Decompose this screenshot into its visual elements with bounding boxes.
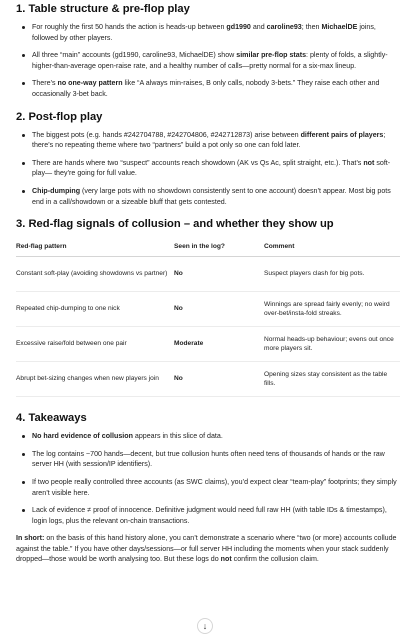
- table-row: [16, 292, 400, 327]
- post-flop-list: [16, 130, 398, 208]
- list-item: [32, 477, 398, 498]
- list-item: [32, 158, 398, 179]
- cell-text: Excessive raise/fold between one pair: [16, 340, 127, 348]
- table-cell: [16, 362, 174, 397]
- table-cell: Moderate: [174, 327, 264, 362]
- list-item: [32, 22, 398, 43]
- list-item: [32, 50, 398, 71]
- text: joins, followed by other players.: [32, 23, 376, 42]
- cell-text: Abrupt bet-sizing changes when new players join: [16, 375, 159, 383]
- table-cell: Winnings are spread fairly evenly; no weird over-bet/insta-fold streaks.: [264, 292, 400, 327]
- text: on the basis of this hand history alone, you can’t demonstrate a scenario where “two (or more) accounts collude against the table.” If you have other days/sessions—or full server HH including the moments when your stack suddenly dropped—those would be worth analysing too. But these logs do: [16, 534, 397, 564]
- strong-text: similar pre-flop stats: [236, 51, 307, 60]
- section-title-red-flags: 3. Red-flag signals of collusion – and whether they show up: [16, 218, 334, 231]
- text: ; then: [301, 23, 322, 31]
- strong-text: no one-way pattern: [57, 79, 123, 88]
- takeaways-list: [16, 431, 398, 526]
- list-item: [32, 186, 398, 207]
- text: The biggest pots (e.g. hands #242704788, #242704806, #242712873) arise between: [32, 130, 301, 139]
- table-header-row: [16, 239, 400, 257]
- cell-text: Repeated chip-dumping to one nick: [16, 305, 120, 313]
- text: soft-play— they’re going for full value.: [32, 158, 391, 178]
- table-cell: Suspect players clash for big pots.: [264, 257, 400, 292]
- table-cell: Normal heads-up behaviour; evens out once more players sit.: [264, 327, 400, 362]
- text: ; there’s no repeating theme where two “partners” build a pot only so one can fold later.: [32, 130, 386, 150]
- red-flag-table: [16, 239, 400, 397]
- table-row: [16, 362, 400, 397]
- text: confirm the collusion claim.: [231, 555, 319, 564]
- strong-text: not: [363, 158, 375, 167]
- list-item: [32, 431, 398, 442]
- text: : plenty of folds, a slightly-higher-than-average open-raise rate, and a healthy number of calls—pretty normal for a six-max lineup.: [32, 51, 388, 70]
- list-item: [32, 505, 398, 526]
- username-gd1990: gd1990: [226, 23, 251, 31]
- table-cell: [16, 292, 174, 327]
- cell-text: Constant soft-play (avoiding showdowns vs partner): [16, 270, 168, 278]
- strong-text: No hard evidence of collusion: [32, 432, 133, 441]
- table-cell: [16, 257, 174, 292]
- text: There are hands where two “suspect” accounts reach showdown (AK vs Qs Ac, split straight, etc.). That’s: [32, 158, 364, 167]
- table-cell: Opening sizes stay consistent as the table fills.: [264, 362, 400, 397]
- table-cell: [16, 327, 174, 362]
- text: There’s: [32, 79, 58, 88]
- strong-text: In short:: [16, 534, 45, 543]
- column-header: Seen in the log?: [174, 239, 264, 257]
- column-header: Comment: [264, 239, 400, 257]
- arrow-down-icon: ↓: [202, 620, 208, 631]
- table-row: [16, 327, 400, 362]
- scroll-to-bottom-button[interactable]: [197, 618, 213, 634]
- strong-text: not: [220, 555, 232, 564]
- text: If two people really controlled three accounts (as SWC claims), you’d expect clear “team-play” footprints; they simply aren’t visible here.: [32, 477, 397, 497]
- strong-text: different pairs of players: [300, 130, 384, 139]
- section-title-post-flop: 2. Post-flop play: [16, 110, 103, 123]
- text: (very large pots with no showdown consistently sent to one account) doesn’t appear. Most big pots end in a call/showdown or a sizeable bluff that gets contested.: [32, 186, 391, 206]
- username-caroline93: caroline93: [266, 23, 302, 31]
- strong-text: Chip-dumping: [32, 186, 81, 195]
- text: and: [250, 23, 267, 31]
- section-title-takeaways: 4. Takeaways: [16, 412, 87, 425]
- text: Lack of evidence ≠ proof of innocence. Definitive judgment would need full raw HH (with table IDs & timestamps), login logs, plus the relevant on-chain transactions.: [32, 506, 387, 525]
- table-row: [16, 257, 400, 292]
- list-item: [32, 449, 398, 470]
- table-structure-list: [16, 22, 398, 100]
- table-cell: No: [174, 257, 264, 292]
- username-michaelde: MichaelDE: [321, 23, 358, 31]
- table-cell: No: [174, 292, 264, 327]
- table-cell: No: [174, 362, 264, 397]
- text: For roughly the first 50 hands the action is heads-up between: [32, 23, 227, 31]
- column-header: Red-flag pattern: [16, 239, 174, 257]
- list-item: [32, 78, 398, 99]
- text: appears in this slice of data.: [132, 432, 223, 441]
- summary-paragraph: [16, 533, 398, 565]
- list-item: [32, 130, 398, 151]
- text: All three “main” accounts (gd1990, caroline93, MichaelDE) show: [32, 51, 237, 60]
- text: The log contains ~700 hands—decent, but true collusion hunts often need tens of thousands of hands or the raw server HH (with session/IP identifiers).: [32, 449, 385, 469]
- text: like “A always min-raises, B only calls, nobody 3-bets.” They raise each other and occasionally 3-bet back.: [32, 79, 380, 98]
- section-title-table-structure: 1. Table structure & pre-flop play: [16, 3, 190, 15]
